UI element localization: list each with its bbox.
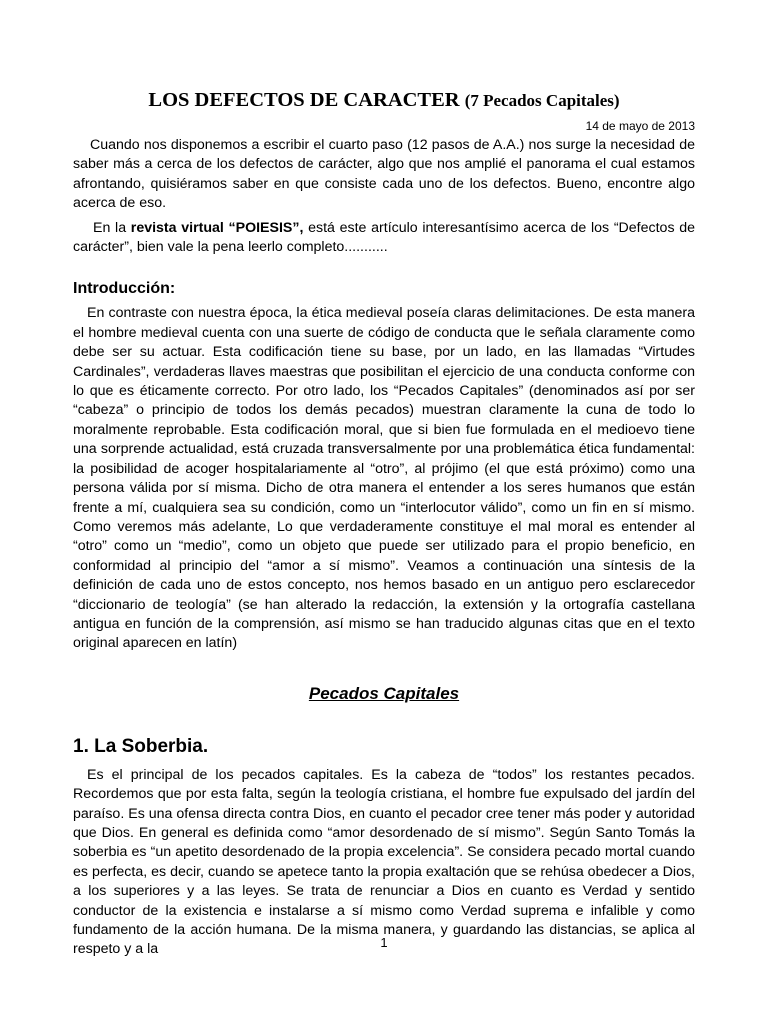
page-number: 1 [380,935,388,950]
source-magazine-name: revista virtual “POIESIS”, [130,219,304,236]
source-paragraph [73,219,695,258]
title-subtitle: (7 Pecados Capitales) [464,91,620,110]
source-text-after: está este artículo interesantísimo acerca de los “Defectos de carácter”, bien vale la pena leerlo completo........... [73,219,696,256]
source-text-before: En la [93,219,131,236]
introduccion-heading: Introducción: [73,280,176,298]
soberbia-heading: 1. La Soberbia. [73,735,209,757]
document-title [73,86,695,115]
document-date: 14 de mayo de 2013 [585,119,695,133]
document-page [73,86,695,960]
section-title: Pecados Capitales [308,683,460,703]
introduccion-paragraph: En contraste con nuestra época, la ética medieval poseía claras delimitaciones. De esta manera el hombre medieval cuenta con una suerte de código de conducta que le señala claramente como debe ser su actuar. Esta codificación tiene su base, por un lado, en las llamadas “Virtudes Cardinales”, verdaderas llaves maestras que posibilitan el ejercicio de una conducta conforme con lo que es éticamente correcto. Por otro lado, los “Pecados Capitales” (denominados así por ser “cabeza” o principio de todos los demás pecados) muestran claramente la cuna de todo lo moralmente reprobable. Esta codificación moral, que si bien fue formulada en el medioevo tiene una sorprende actualidad, está cruzada transversalmente por una problemática ética fundamental: la posibilidad de acoger hospitalariamente al “otro”, al prójimo (el que está próximo) como una persona válida por sí misma. Dicho de otra manera el entender a los seres humanos que están frente a mí, cualquiera sea su condición, como un “interlocutor válido”, como un fin en sí mismo. Como veremos más adelante, Lo que verdaderamente constituye el mal moral es entender al “otro” como un “medio”, como un objeto que puede ser utilizado para el propio beneficio, en conformidad al principio del “amor a sí mismo”. Veamos a continuación una síntesis de la definición de cada uno de estos concepto, nos hemos basado en un antiguo pero esclarecedor “diccionario de teología” (se han alterado la redacción, la extensión y la ortografía castellana antigua en función de la comprensión, así mismo se han traducido algunas citas que en el texto original aparecen en latín) [73,305,695,652]
title-main: LOS DEFECTOS DE CARACTER [148,89,460,111]
soberbia-paragraph: Es el principal de los pecados capitales. Es la cabeza de “todos” los restantes pecados. Recordemos que por esta falta, según la teología cristiana, el hombre fue expulsado del jardín del paraíso. Es una ofensa directa contra Dios, en cuanto el pecador cree tener más poder y autoridad que Dios. En general es definida como “amor desordenado de sí mismo”. Según Santo Tomás la soberbia es “un apetito desordenado de la propia excelencia”. Se considera pecado mortal cuando es perfecta, es decir, cuando se apetece tanto la propia exaltación que se rehúsa obedecer a Dios, a los superiores y a las leyes. Se trata de renunciar a Dios en cuanto es Verdad y sentido conductor de la existencia e instalarse a sí mismo como Verdad suprema e infalible y como fundamento de la acción humana. De la misma manera, y guardando las distancias, se aplica al respeto y a la [73,766,695,958]
intro-paragraph: Cuando nos disponemos a escribir el cuarto paso (12 pasos de A.A.) nos surge la necesidad de saber más a cerca de los defectos de carácter, algo que nos amplié el panorama el cual estamos afrontando, quisiéramos saber en que consiste cada uno de los defectos. Bueno, encontre algo acerca de eso. [73,137,695,212]
